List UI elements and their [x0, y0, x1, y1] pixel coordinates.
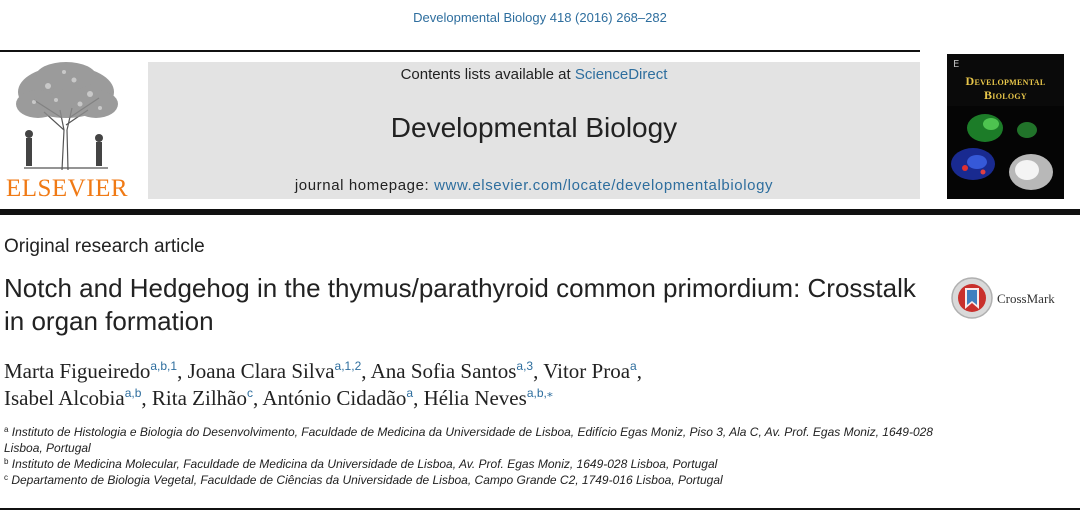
journal-citation[interactable]: Developmental Biology 418 (2016) 268–282	[413, 10, 667, 25]
author-affiliation-marks[interactable]: a,b,⁎	[526, 386, 553, 400]
crossmark-icon	[950, 276, 994, 320]
cover-title-line-2: Biology	[984, 88, 1027, 102]
author-name[interactable]: Rita Zilhão	[151, 386, 247, 410]
affiliation-mark: c	[4, 473, 8, 482]
affiliation-text: Instituto de Medicina Molecular, Faculdade de Medicina da Universidade de Lisboa, Av. Prof. Egas Moniz, 1649-028 Lisboa, Portugal	[11, 457, 718, 471]
author-name[interactable]: Isabel Alcobia	[4, 386, 125, 410]
affiliation-item	[4, 472, 934, 488]
bottom-rule	[0, 508, 1080, 510]
author-name[interactable]: Joana Clara Silva	[187, 359, 335, 383]
author-affiliation-marks[interactable]: a,b	[124, 386, 142, 400]
author-name[interactable]: Marta Figueiredo	[4, 359, 151, 383]
author-affiliation-marks[interactable]: a	[630, 359, 637, 373]
crossmark-button[interactable]	[950, 276, 1075, 322]
author-separator: ,	[533, 359, 544, 383]
header-thick-rule	[0, 209, 1080, 215]
cover-title	[947, 74, 1064, 102]
contents-line	[148, 66, 920, 83]
homepage-line	[148, 177, 920, 194]
author-separator: ,	[177, 359, 188, 383]
contents-prefix: Contents lists available at	[400, 66, 575, 83]
author-affiliation-marks[interactable]: a,1,2	[334, 359, 362, 373]
author-name[interactable]: Hélia Neves	[423, 386, 527, 410]
journal-title[interactable]: Developmental Biology	[390, 112, 678, 143]
elsevier-tree-logo-icon	[4, 60, 128, 172]
author-name[interactable]: Vitor Proa	[543, 359, 631, 383]
homepage-prefix: journal homepage:	[294, 177, 435, 194]
affiliation-text: Departamento de Biologia Vegetal, Faculdade de Ciências da Universidade de Lisboa, Campo Grande C2, 1749-016 Lisboa, Portugal	[11, 473, 723, 487]
cover-title-line-1: Developmental	[965, 74, 1046, 88]
publisher-logo[interactable]	[0, 60, 130, 202]
author-separator: ,	[361, 359, 371, 383]
affiliation-text: Instituto de Histologia e Biologia do Desenvolvimento, Faculdade de Medicina da Universidade de Lisboa, Edifício Egas Moniz, Piso 3, Ala C, Av. Prof. Egas Moniz, 1649-028 Lisboa, Portugal	[4, 425, 933, 455]
author-affiliation-marks[interactable]: c	[246, 386, 253, 400]
journal-homepage-link[interactable]: www.elsevier.com/locate/developmentalbiology	[434, 177, 774, 194]
cover-micrograph-icon	[947, 106, 1064, 199]
affiliation-mark: b	[4, 457, 9, 466]
journal-cover-image[interactable]	[947, 54, 1064, 199]
author-name[interactable]: António Cidadão	[262, 386, 407, 410]
article-type: Original research article	[4, 236, 205, 257]
affiliation-list	[4, 424, 934, 488]
author-affiliation-marks[interactable]: a,b,1	[150, 359, 178, 373]
affiliation-item	[4, 456, 934, 472]
author-separator: ,	[141, 386, 152, 410]
affiliation-item	[4, 424, 934, 456]
author-affiliation-marks[interactable]: a	[406, 386, 414, 400]
top-rule	[0, 50, 920, 52]
crossmark-label: CrossMark	[997, 291, 1055, 306]
author-list	[4, 358, 934, 412]
affiliation-mark: a	[4, 425, 9, 434]
author-separator: ,	[413, 386, 424, 410]
sciencedirect-link[interactable]: ScienceDirect	[574, 66, 668, 83]
author-separator: ,	[252, 386, 263, 410]
author-name[interactable]: Ana Sofia Santos	[370, 359, 517, 383]
cover-publisher-mark: E	[953, 59, 960, 70]
article-title: Notch and Hedgehog in the thymus/parathyroid common primordium: Crosstalk in organ formation	[4, 273, 916, 336]
publisher-name: ELSEVIER	[5, 175, 129, 202]
author-separator: ,	[636, 359, 642, 383]
journal-banner	[148, 62, 920, 199]
author-affiliation-marks[interactable]: a,3	[516, 359, 534, 373]
